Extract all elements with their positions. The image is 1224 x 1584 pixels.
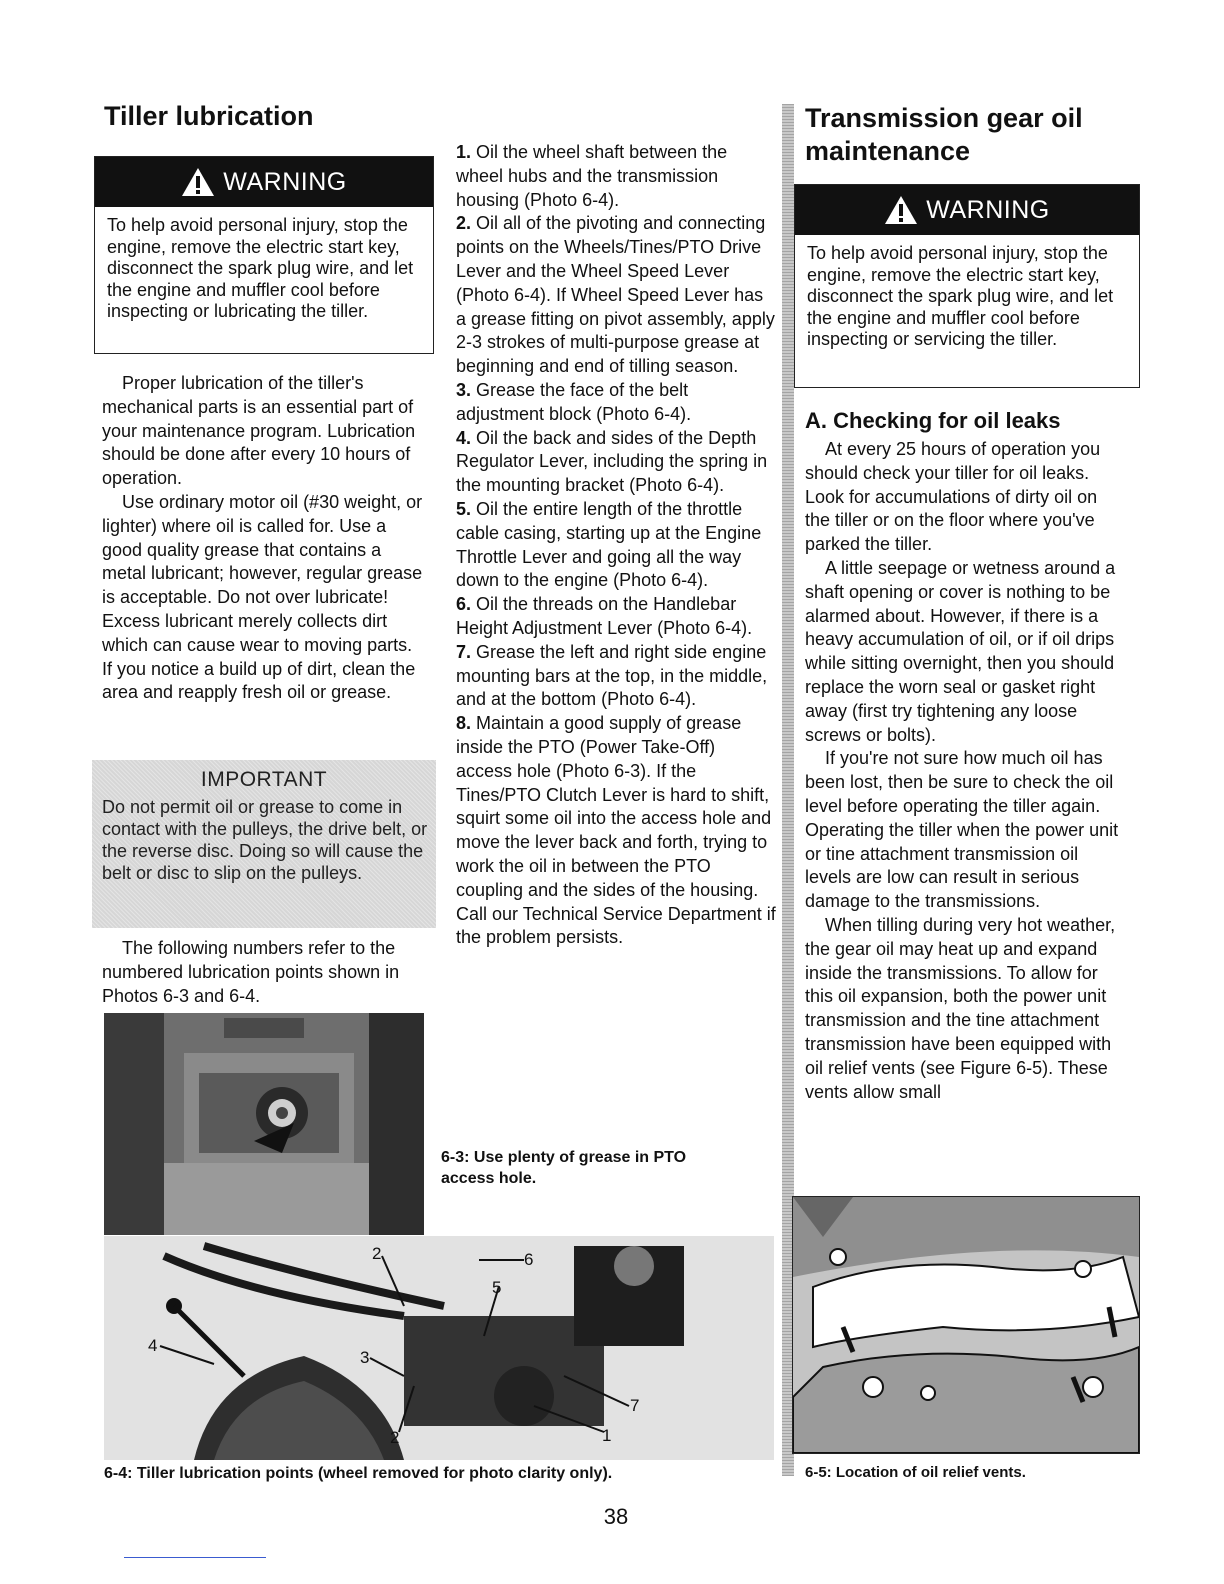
- photo-6-4-tiller-lubrication-points: [104, 1236, 774, 1460]
- callout-label: 7: [630, 1396, 640, 1415]
- paragraph: A little seepage or wetness around a shaft opening or cover is nothing to be alarmed about. However, if there is a heavy accumulation of oil, or if oil drips while sitting overnight, then you should replace the worn seal or gasket right away (first try tightening any loose screws or bolts).: [805, 557, 1116, 745]
- callout-label: 3: [360, 1348, 370, 1367]
- callout-label: 5: [492, 1278, 502, 1297]
- warning-triangle-icon: [181, 167, 215, 197]
- paragraph: Use ordinary motor oil (#30 weight, or lighter) where oil is called for. Use a good quality grease that contains a metal lubricant; however, regular grease is acceptable. Do not over lubricate! Excess lubricant merely collects dirt which can cause wear to moving parts. If you notice a build up of dirt, clean the area and reapply fresh oil or grease.: [102, 491, 423, 703]
- callout-label: 1: [602, 1426, 612, 1445]
- warning-triangle-icon: [884, 195, 918, 225]
- step-number: 1.: [456, 142, 472, 162]
- step-item: [456, 641, 776, 712]
- paragraph: At every 25 hours of operation you should check your tiller for oil leaks. Look for accumulations of dirty oil on the tiller or on the floor where you've parked the tiller.: [805, 439, 1101, 555]
- step-text: Oil the entire length of the throttle cable casing, starting up at the Engine Throttle Lever and going all the way down to the engine (Photo 6-4).: [456, 498, 762, 591]
- step-number: 2.: [456, 213, 472, 234]
- photo-6-4-image: [104, 1236, 774, 1460]
- step-item: [456, 379, 776, 427]
- figure-6-5-oil-relief-vents: [792, 1196, 1140, 1454]
- figure-6-5-image: [793, 1197, 1139, 1453]
- step-number: 3.: [456, 379, 472, 400]
- callout-label: 2: [390, 1428, 400, 1447]
- step-item: [456, 593, 776, 641]
- step-item: [456, 498, 776, 593]
- page-number: 38: [603, 1504, 629, 1529]
- step-item: [456, 427, 776, 498]
- step-item: [456, 212, 776, 379]
- paragraph: Proper lubrication of the tiller's mechanical parts is an essential part of your maintenance program. Lubrication should be done after every 10 hours of operation.: [102, 373, 416, 489]
- warning-text: To help avoid personal injury, stop the engine, remove the electric start key, disconnect the spark plug wire, and let the engine and muffler cool before inspecting or lubricating the tiller.: [107, 215, 414, 322]
- step-text: Grease the left and right side engine mounting bars at the top, in the middle, and at the bottom (Photo 6-4).: [456, 641, 768, 710]
- warning-box-lubrication: [94, 156, 434, 354]
- step-number: 6.: [456, 594, 472, 615]
- important-text: Do not permit oil or grease to come in contact with the pulleys, the drive belt, or the reverse disc. Doing so will cause the belt or disc to slip on the pulleys.: [102, 797, 428, 883]
- warning-box-transmission: [794, 184, 1140, 388]
- lubrication-numbers-note: [102, 937, 424, 1008]
- warning-label: WARNING: [926, 195, 1050, 224]
- paragraph: When tilling during very hot weather, the gear oil may heat up and expand inside the transmissions. To allow for this oil expansion, both the power unit transmission and the tine attachment transmission have been equipped with oil relief vents (see Figure 6-5). These vents allow small: [805, 914, 1116, 1102]
- step-number: 4.: [456, 427, 472, 448]
- caption-6-3: 6-3: Use plenty of grease in PTO access hole.: [441, 1149, 687, 1187]
- section-title-tiller-lubrication: Tiller lubrication: [104, 101, 314, 131]
- paragraph: If you're not sure how much oil has been lost, then be sure to check the oil level before operating the tiller again. Operating the tiller when the power unit or tine attachment transmission oil levels are low can result in serious damage to the transmissions.: [805, 748, 1119, 912]
- callout-label: 6: [524, 1250, 534, 1269]
- warning-text: To help avoid personal injury, stop the engine, remove the electric start key, disconnect the spark plug wire, and let the engine and muffler cool before inspecting or servicing the tiller.: [807, 243, 1114, 350]
- warning-header: [795, 185, 1139, 235]
- warning-label: WARNING: [223, 167, 347, 196]
- callout-label: 4: [148, 1336, 158, 1355]
- step-item: [456, 141, 776, 212]
- lubrication-intro: [102, 372, 424, 705]
- step-number: 7.: [456, 641, 472, 662]
- oil-leaks-body: [805, 438, 1127, 1104]
- step-item: [456, 712, 776, 950]
- step-text: Oil the back and sides of the Depth Regulator Lever, including the spring in the mounting bracket (Photo 6-4).: [456, 427, 768, 496]
- photo-6-3-image: [104, 1013, 424, 1235]
- step-number: 5.: [456, 498, 472, 519]
- photo-6-3-pto-access-hole: [104, 1013, 424, 1235]
- footer-rule: [124, 1557, 266, 1558]
- step-text: Maintain a good supply of grease inside the PTO (Power Take-Off) access hole (Photo 6-3). If the Tines/PTO Clutch Lever is hard to shift, squirt some oil into the access hole and move the lever back and forth, trying to work the oil in between the PTO coupling and the sides of the housing. Call our Technical Service Department if the problem persists.: [456, 713, 776, 948]
- callout-label: 2: [372, 1244, 382, 1263]
- warning-header: [95, 157, 433, 207]
- subsection-title-oil-leaks: A. Checking for oil leaks: [805, 408, 1061, 433]
- paragraph: The following numbers refer to the numbered lubrication points shown in Photos 6-3 and 6-4.: [102, 938, 400, 1006]
- caption-6-4: 6-4: Tiller lubrication points (wheel removed for photo clarity only).: [104, 1465, 613, 1482]
- important-label: IMPORTANT: [200, 768, 328, 791]
- caption-6-5: 6-5: Location of oil relief vents.: [805, 1464, 1026, 1481]
- step-text: Grease the face of the belt adjustment block (Photo 6-4).: [456, 379, 692, 424]
- step-number: 8.: [456, 713, 472, 734]
- step-text: Oil all of the pivoting and connecting points on the Wheels/Tines/PTO Drive Lever and the Wheel Speed Lever (Photo 6-4). If Wheel Speed Lever has a grease fitting on pivot assembly, apply 2-3 strokes of multi-purpose grease at beginning and end of tilling season.: [456, 213, 775, 377]
- lubrication-steps: [456, 141, 776, 950]
- step-text: Oil the threads on the Handlebar Height Adjustment Lever (Photo 6-4).: [456, 594, 753, 638]
- important-notice: [92, 760, 436, 928]
- step-text: Oil the wheel shaft between the wheel hubs and the transmission housing (Photo 6-4).: [456, 142, 728, 210]
- section-title-transmission-gear-oil: Transmission gear oil maintenance: [805, 103, 1083, 166]
